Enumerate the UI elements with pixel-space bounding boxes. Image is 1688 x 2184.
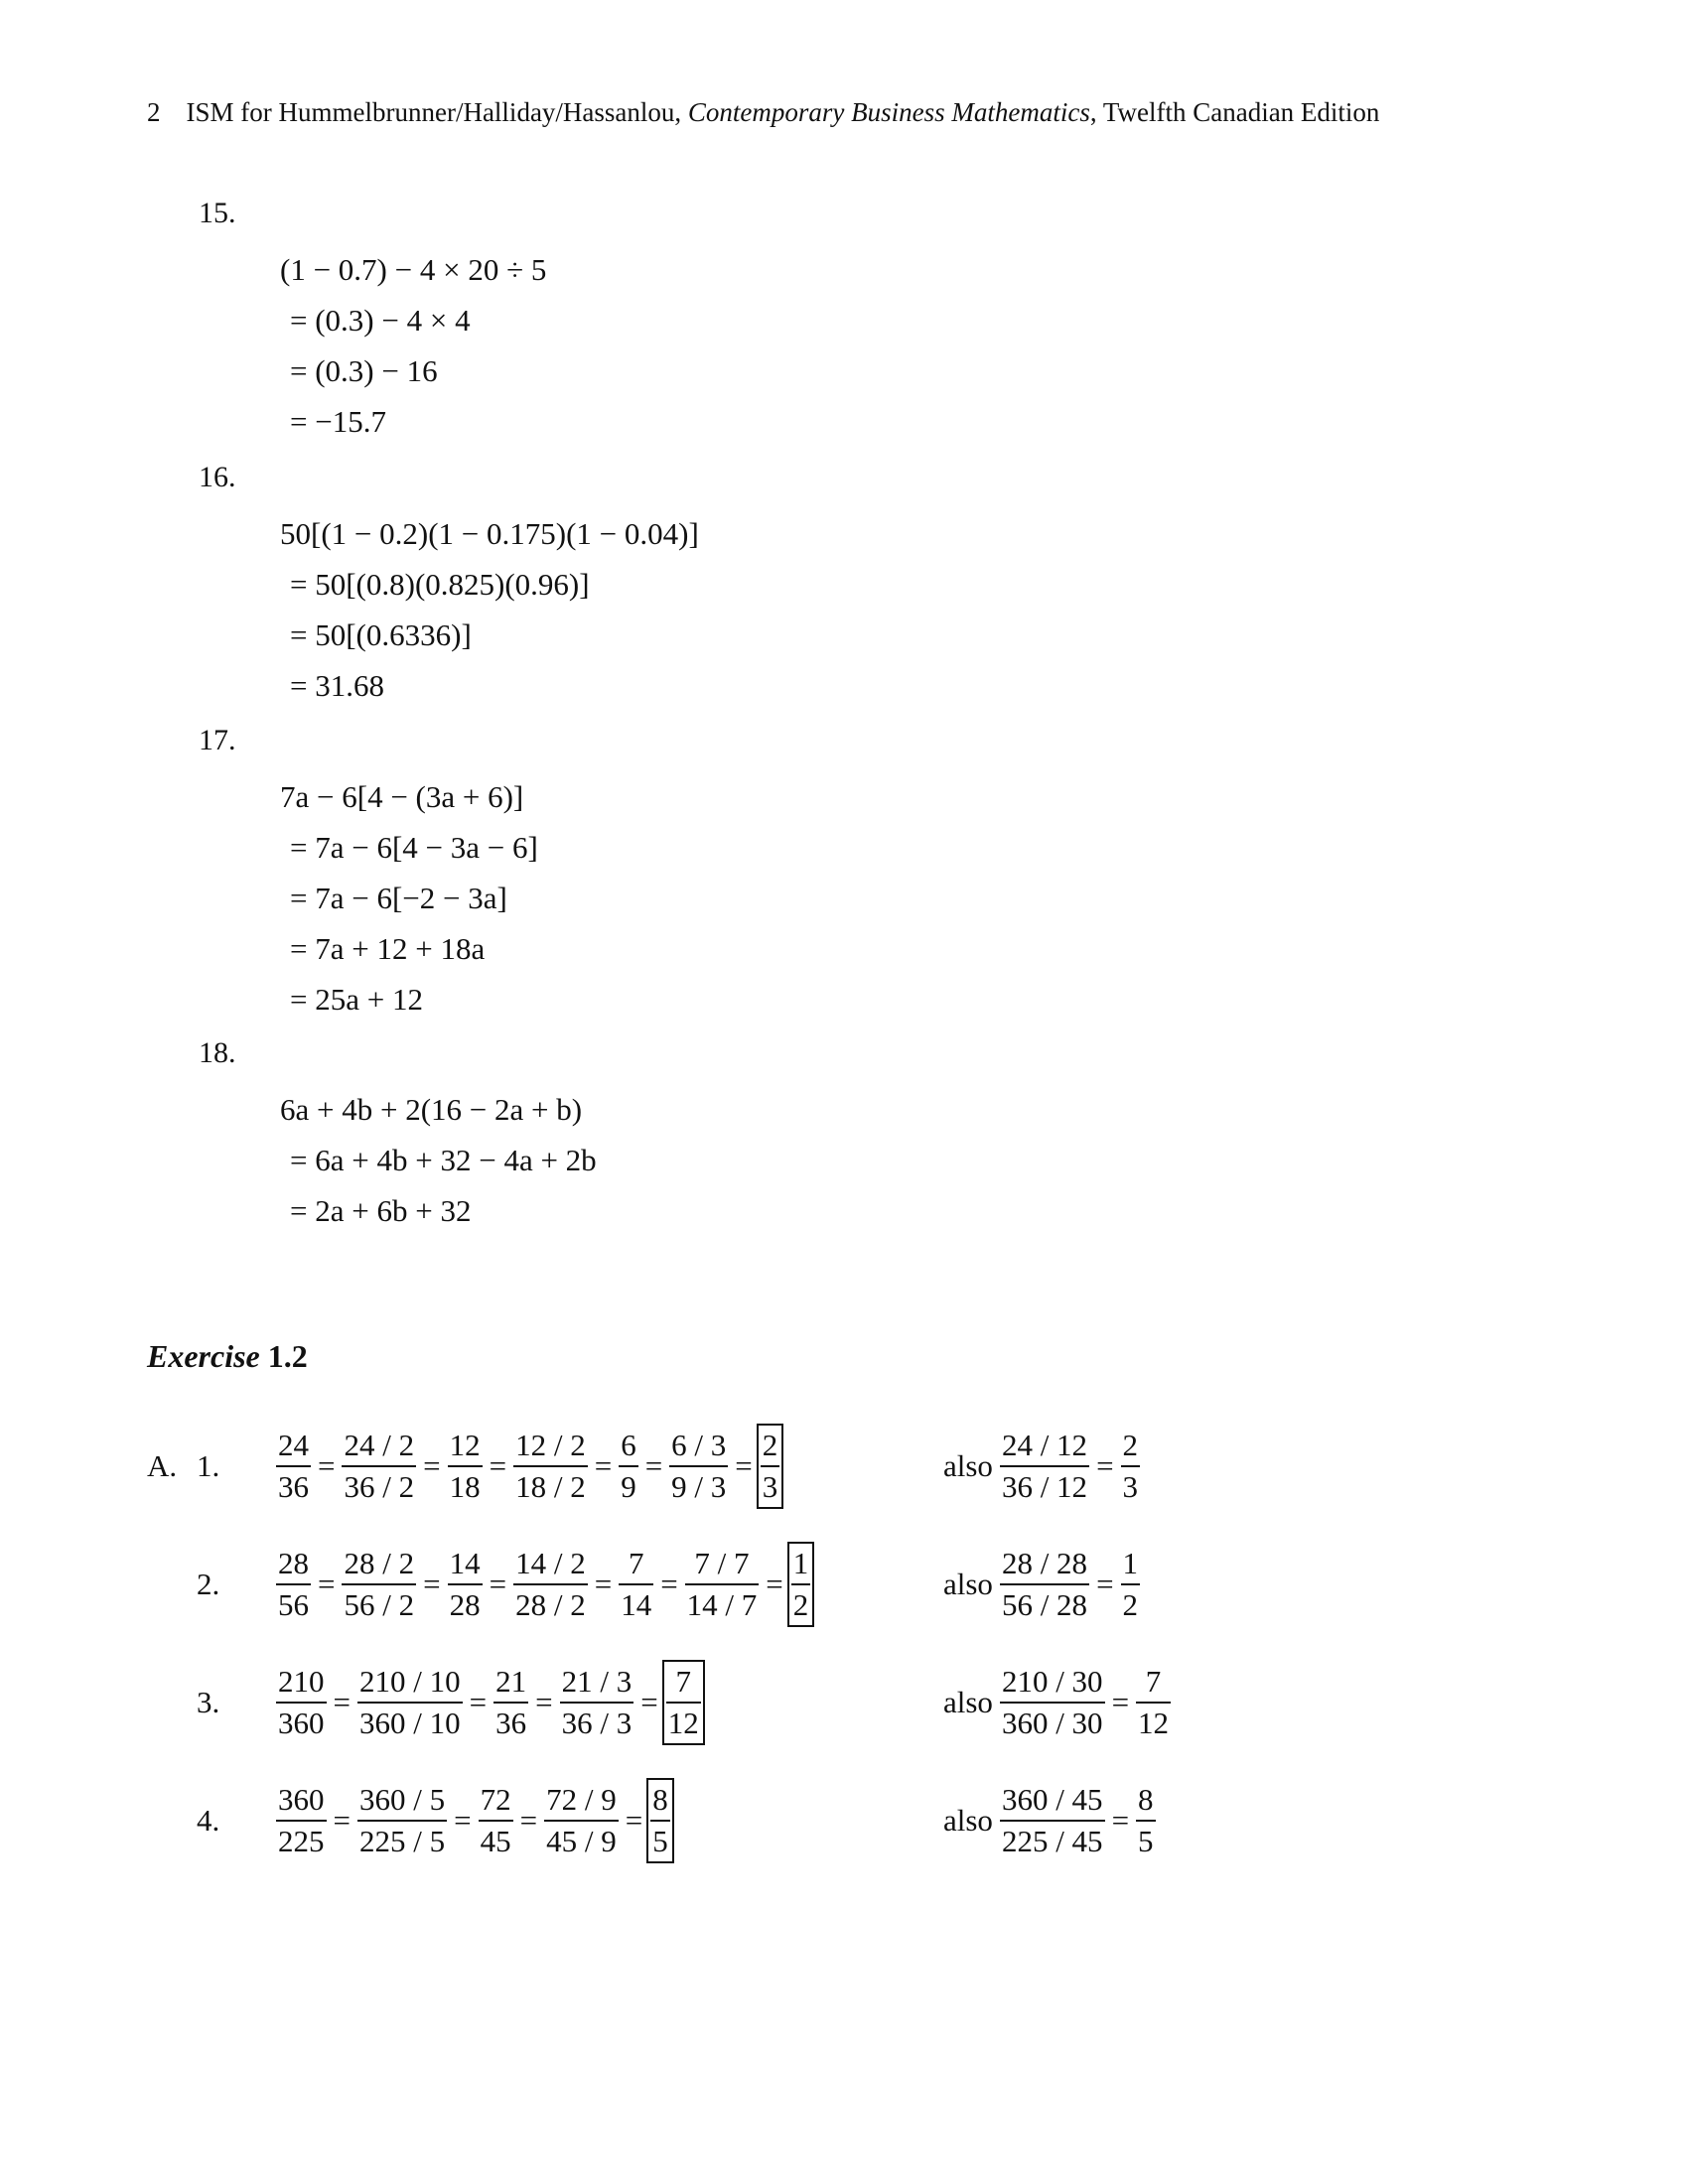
numerator: 24 (278, 1428, 309, 1462)
problem-solution (280, 244, 546, 447)
page-number: 2 (147, 97, 161, 127)
denominator: 360 / 30 (1001, 1706, 1103, 1740)
exercise-heading (147, 1338, 308, 1375)
fraction (273, 1544, 314, 1625)
numerator: 7 (628, 1546, 644, 1580)
header-suffix: , Twelfth Canadian Edition (1089, 97, 1380, 127)
numerator: 28 / 2 (344, 1546, 415, 1580)
fraction (510, 1426, 591, 1507)
equals-sign: = (318, 1448, 336, 1483)
solution-line: = 50[(0.6336)] (290, 617, 472, 652)
equals-sign: = (535, 1685, 553, 1719)
denominator: 14 (621, 1587, 652, 1622)
numerator: 6 / 3 (671, 1428, 727, 1462)
solution-line: = 25a + 12 (290, 982, 423, 1017)
also-label: also (943, 1803, 993, 1838)
problem-number: 16. (199, 461, 236, 493)
equals-sign: = (1111, 1803, 1130, 1838)
equals-sign: = (469, 1685, 488, 1719)
fraction-chain (273, 1422, 783, 1511)
denominator: 225 / 5 (358, 1824, 446, 1858)
problem-solution (280, 1084, 597, 1236)
denominator: 3 (1122, 1469, 1139, 1504)
fraction (1133, 1662, 1174, 1743)
numerator: 72 (480, 1782, 511, 1817)
fraction (997, 1662, 1108, 1743)
denominator: 45 / 9 (546, 1824, 617, 1858)
fraction (1118, 1426, 1144, 1507)
section-letter: A. (147, 1448, 178, 1483)
numerator: 8 (1138, 1782, 1154, 1817)
item-number: 2. (197, 1567, 220, 1601)
equals-sign: = (735, 1448, 753, 1483)
denominator: 28 / 2 (515, 1587, 586, 1622)
numerator: 1 (1122, 1546, 1139, 1580)
also-label: also (943, 1685, 993, 1719)
denominator: 12 (667, 1706, 699, 1740)
solution-line: = 31.68 (290, 668, 384, 703)
fraction (354, 1662, 466, 1743)
equals-sign: = (594, 1567, 613, 1601)
equals-sign: = (1096, 1567, 1114, 1601)
solution-line: = (0.3) − 4 × 4 (290, 303, 471, 338)
fraction-chain (273, 1658, 705, 1747)
fraction (445, 1426, 486, 1507)
problem-solution (280, 508, 699, 711)
solution-line: = −15.7 (290, 404, 386, 439)
denominator: 36 (278, 1469, 309, 1504)
numerator: 8 (652, 1782, 668, 1817)
fraction (616, 1544, 656, 1625)
page-header (147, 97, 1379, 128)
equals-sign: = (640, 1685, 658, 1719)
fraction (273, 1780, 330, 1861)
equals-sign: = (454, 1803, 472, 1838)
numerator: 210 / 10 (358, 1664, 461, 1699)
alternate-solution (943, 1658, 1174, 1747)
equals-sign: = (1111, 1685, 1130, 1719)
denominator: 45 (480, 1824, 511, 1858)
fraction (997, 1544, 1092, 1625)
also-label: also (943, 1448, 993, 1483)
also-label: also (943, 1567, 993, 1601)
fraction (339, 1544, 419, 1625)
solution-line: = 6a + 4b + 32 − 4a + 2b (290, 1143, 597, 1177)
fraction (339, 1426, 419, 1507)
exercise-label: Exercise (147, 1338, 260, 1374)
book-title: Contemporary Business Mathematics (687, 97, 1090, 127)
equals-sign: = (489, 1567, 507, 1601)
denominator: 14 / 7 (686, 1587, 758, 1622)
alternate-solution (943, 1776, 1159, 1865)
denominator: 9 (621, 1469, 636, 1504)
fraction (510, 1544, 591, 1625)
header-prefix: ISM for Hummelbrunner/Halliday/Hassanlou, (186, 97, 688, 127)
solution-line: = 7a − 6[−2 − 3a] (290, 881, 507, 915)
boxed-answer (646, 1778, 674, 1863)
numerator: 72 / 9 (546, 1782, 617, 1817)
equals-sign: = (489, 1448, 507, 1483)
denominator: 36 / 3 (561, 1706, 633, 1740)
numerator: 6 (621, 1428, 636, 1462)
numerator: 360 (278, 1782, 325, 1817)
fraction (997, 1426, 1092, 1507)
numerator: 360 / 45 (1001, 1782, 1103, 1817)
equals-sign: = (333, 1685, 351, 1719)
solution-line: = 7a + 12 + 18a (290, 931, 486, 966)
equals-sign: = (594, 1448, 613, 1483)
numerator: 28 / 28 (1001, 1546, 1088, 1580)
solution-line: 7a − 6[4 − (3a + 6)] (280, 779, 524, 814)
numerator: 24 / 12 (1001, 1428, 1088, 1462)
fraction (682, 1544, 763, 1625)
denominator: 360 (278, 1706, 325, 1740)
denominator: 36 / 12 (1001, 1469, 1088, 1504)
numerator: 210 / 30 (1001, 1664, 1103, 1699)
numerator: 2 (762, 1428, 778, 1462)
numerator: 12 / 2 (515, 1428, 586, 1462)
fraction (997, 1780, 1108, 1861)
equals-sign: = (333, 1803, 351, 1838)
equals-sign: = (519, 1803, 538, 1838)
numerator: 24 / 2 (344, 1428, 415, 1462)
problem-number: 18. (199, 1036, 236, 1069)
denominator: 12 (1138, 1706, 1170, 1740)
numerator: 360 / 5 (358, 1782, 446, 1817)
denominator: 225 (278, 1824, 325, 1858)
equals-sign: = (1096, 1448, 1114, 1483)
fraction (354, 1780, 450, 1861)
denominator: 3 (762, 1469, 778, 1504)
numerator: 21 / 3 (561, 1664, 633, 1699)
numerator: 7 (675, 1664, 691, 1699)
equals-sign: = (766, 1567, 783, 1601)
fraction (445, 1544, 486, 1625)
problem-number: 15. (199, 197, 236, 229)
numerator: 7 (1145, 1664, 1162, 1699)
denominator: 18 (449, 1469, 481, 1504)
denominator: 36 (495, 1706, 527, 1740)
denominator: 360 / 10 (358, 1706, 461, 1740)
fraction-chain (273, 1776, 674, 1865)
numerator: 28 (278, 1546, 309, 1580)
problem-solution (280, 771, 538, 1024)
denominator: 56 (278, 1587, 309, 1622)
denominator: 5 (652, 1824, 668, 1858)
exercise-number: 1.2 (267, 1338, 308, 1374)
fraction (476, 1780, 516, 1861)
solution-line: = 50[(0.8)(0.825)(0.96)] (290, 567, 590, 602)
fraction (491, 1662, 531, 1743)
fraction (557, 1662, 637, 1743)
denominator: 56 / 2 (344, 1587, 415, 1622)
equals-sign: = (423, 1567, 441, 1601)
problem-number: 17. (199, 724, 236, 756)
fraction-chain (273, 1540, 814, 1629)
numerator: 14 (449, 1546, 481, 1580)
denominator: 56 / 28 (1001, 1587, 1088, 1622)
alternate-solution (943, 1422, 1143, 1511)
fraction (616, 1426, 641, 1507)
numerator: 7 / 7 (694, 1546, 750, 1580)
fraction (1118, 1544, 1144, 1625)
denominator: 18 / 2 (515, 1469, 586, 1504)
denominator: 9 / 3 (671, 1469, 727, 1504)
denominator: 5 (1138, 1824, 1154, 1858)
fraction (273, 1662, 330, 1743)
boxed-answer (787, 1542, 815, 1627)
numerator: 12 (449, 1428, 481, 1462)
numerator: 2 (1122, 1428, 1139, 1462)
numerator: 210 (278, 1664, 325, 1699)
denominator: 2 (1122, 1587, 1139, 1622)
solution-line: = (0.3) − 16 (290, 353, 438, 388)
fraction (541, 1780, 622, 1861)
boxed-answer (757, 1424, 784, 1509)
solution-line: 6a + 4b + 2(16 − 2a + b) (280, 1092, 583, 1127)
alternate-solution (943, 1540, 1143, 1629)
denominator: 2 (792, 1587, 809, 1622)
equals-sign: = (423, 1448, 441, 1483)
boxed-answer (662, 1660, 705, 1745)
equals-sign: = (660, 1567, 678, 1601)
solution-line: (1 − 0.7) − 4 × 20 ÷ 5 (280, 252, 547, 287)
item-number: 4. (197, 1803, 220, 1838)
numerator: 14 / 2 (515, 1546, 586, 1580)
item-number: 1. (197, 1448, 220, 1483)
solution-line: = 2a + 6b + 32 (290, 1193, 472, 1228)
fraction (1133, 1780, 1159, 1861)
item-number: 3. (197, 1685, 220, 1719)
equals-sign: = (318, 1567, 336, 1601)
equals-sign: = (625, 1803, 643, 1838)
equals-sign: = (644, 1448, 663, 1483)
solution-line: 50[(1 − 0.2)(1 − 0.175)(1 − 0.04)] (280, 516, 699, 551)
denominator: 36 / 2 (344, 1469, 415, 1504)
numerator: 1 (792, 1546, 809, 1580)
solution-line: = 7a − 6[4 − 3a − 6] (290, 830, 538, 865)
fraction (273, 1426, 314, 1507)
numerator: 21 (495, 1664, 527, 1699)
fraction (666, 1426, 731, 1507)
denominator: 225 / 45 (1001, 1824, 1103, 1858)
denominator: 28 (449, 1587, 481, 1622)
